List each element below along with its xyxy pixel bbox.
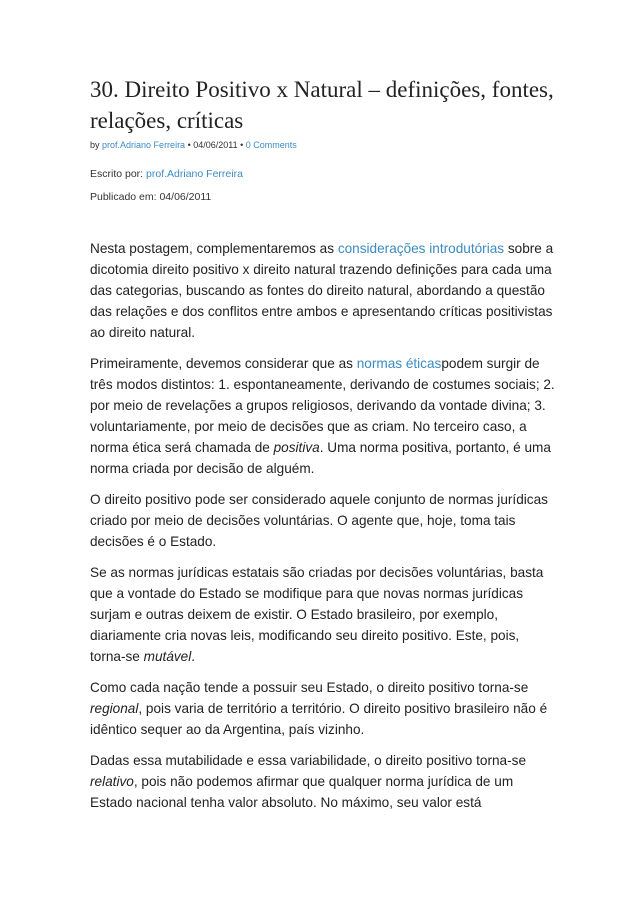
emphasis-text: mutável xyxy=(143,649,192,664)
paragraph-text: Dadas essa mutabilidade e essa variabilidade, o direito positivo torna-se xyxy=(90,753,527,768)
byline-date: 04/06/2011 xyxy=(193,140,238,150)
paragraph xyxy=(90,750,556,813)
byline-separator: • xyxy=(237,140,246,150)
paragraph-text: . xyxy=(191,649,196,664)
byline-by: by xyxy=(90,140,100,150)
article-body xyxy=(90,238,556,823)
comments-link[interactable]: 0 Comments xyxy=(245,140,297,150)
written-by xyxy=(90,168,243,181)
paragraph-text: , pois não podemos afirmar que qualquer norma jurídica de um Estado nacional tenha valor absoluto. No máximo, seu valor está xyxy=(90,774,514,810)
published-label: Publicado em: xyxy=(90,191,160,203)
published-on xyxy=(90,191,211,204)
paragraph-text: Como cada nação tende a possuir seu Estado, o direito positivo torna-se xyxy=(90,680,529,695)
paragraph xyxy=(90,562,556,667)
emphasis-text: positiva xyxy=(273,440,320,455)
paragraph xyxy=(90,353,556,479)
article-title: 30. Direito Positivo x Natural – definições, fontes, relações, críticas xyxy=(90,77,554,133)
written-by-author-link[interactable]: prof.Adriano Ferreira xyxy=(146,168,243,180)
paragraph xyxy=(90,677,556,740)
paragraph-text: sobre a dicotomia direito positivo x direito natural trazendo definições para cada uma das categorias, buscando as fontes do direito natural, abordando a questão das relações e dos conflitos entre ambos e apresentando críticas positivistas ao direito natural. xyxy=(90,241,554,340)
written-by-label: Escrito por: xyxy=(90,168,147,180)
byline-separator: • xyxy=(185,140,194,150)
paragraph-text: . Uma norma positiva, portanto, é uma norma criada por decisão de alguém. xyxy=(90,440,551,476)
byline xyxy=(90,139,297,151)
paragraph-text: O direito positivo pode ser considerado aquele conjunto de normas jurídicas criado por meio de decisões voluntárias. O agente que, hoje, toma tais decisões é o Estado. xyxy=(90,492,548,549)
emphasis-text: relativo xyxy=(90,774,134,789)
paragraph-text: Se as normas jurídicas estatais são criadas por decisões voluntárias, basta que a vontade do Estado se modifique para que novas normas jurídicas surjam e outras deixem de existir. O Estado brasileiro, por exemplo, diariamente cria novas leis, modificando seu direito positivo. Este, pois, torna-se xyxy=(90,565,544,664)
paragraph-text: Primeiramente, devemos considerar que as xyxy=(90,356,357,371)
paragraph-text: , pois varia de território a território. O direito positivo brasileiro não é idêntico sequer ao da Argentina, país vizinho. xyxy=(90,701,548,737)
paragraph-text: Nesta postagem, complementaremos as xyxy=(90,241,338,256)
paragraph-text: podem surgir de três modos distintos: 1. espontaneamente, derivando de costumes sociais; 2. por meio de revelações a grupos religiosos, derivando da vontade divina; 3. voluntariamente, por meio de decisões que as criam. No terceiro caso, a norma ética será chamada de xyxy=(90,356,555,455)
published-date: 04/06/2011 xyxy=(159,191,212,203)
paragraph xyxy=(90,489,556,552)
normas-eticas-link[interactable]: normas éticas xyxy=(356,356,442,371)
paragraph xyxy=(90,238,556,343)
emphasis-text: regional xyxy=(90,701,139,716)
consideracoes-link[interactable]: considerações introdutórias xyxy=(337,241,505,256)
byline-author-link[interactable]: prof.Adriano Ferreira xyxy=(102,140,186,150)
